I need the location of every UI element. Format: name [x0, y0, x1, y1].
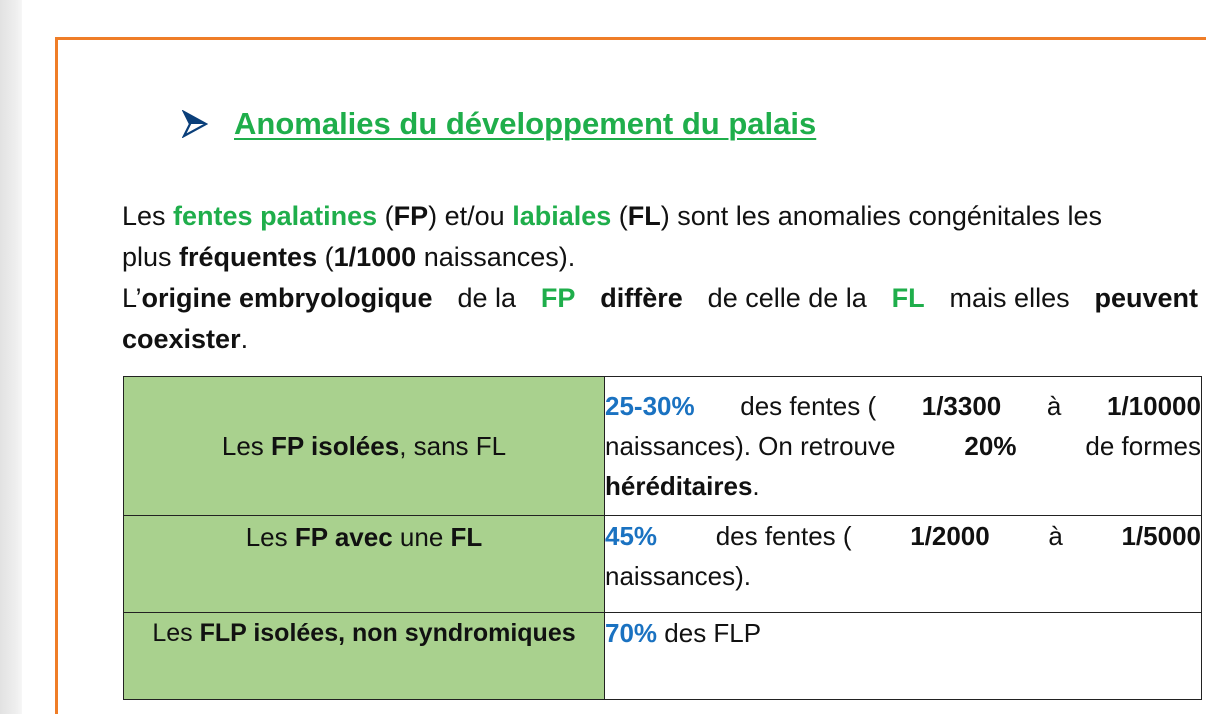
text-run: .: [240, 324, 249, 354]
text-run: L’: [122, 283, 142, 313]
value-line: [605, 466, 1201, 506]
text-run: plus: [122, 242, 180, 272]
ratio-value: 1/3300: [921, 391, 1002, 421]
term-peuvent: peuvent: [1094, 283, 1198, 313]
text-run: de la: [457, 283, 516, 313]
text-run: des FLP: [657, 618, 762, 648]
row-value-cell: [605, 377, 1202, 516]
text-run: Les: [245, 522, 295, 552]
heading-title: Anomalies du développement du palais: [234, 106, 817, 141]
text-run: .: [752, 471, 760, 501]
table-row: [124, 377, 1202, 516]
text-run: des fentes (: [715, 521, 852, 551]
value-line: naissances).: [605, 561, 751, 591]
text-run: (: [317, 242, 334, 272]
text-run: à: [1048, 521, 1063, 551]
term-coexister: coexister: [122, 324, 241, 354]
percent-value: 70%: [605, 618, 658, 648]
frame-left-border: [55, 37, 58, 714]
stat-frequency: 1/1000: [333, 242, 417, 272]
term: FP isolées: [271, 430, 400, 461]
text-run: de celle de la: [707, 283, 867, 313]
term-differe: diffère: [600, 283, 683, 313]
value-line: [605, 386, 1201, 426]
term: FL: [450, 522, 483, 552]
ratio-value: 1/5000: [1121, 521, 1201, 551]
text-run: (: [611, 201, 628, 231]
intro-paragraph-1: [122, 196, 1198, 278]
ratio-value: 1/2000: [910, 521, 990, 551]
row-label-cell: [124, 613, 605, 700]
ratio-value: 1/10000: [1106, 391, 1201, 421]
intro-line-3: [122, 278, 1198, 319]
page-left-gutter: [0, 0, 22, 714]
row-label-cell: [124, 377, 605, 516]
text-run: Les: [122, 201, 174, 231]
percent-value: 25-30%: [605, 391, 695, 421]
text-run: ) sont les anomalies congénitales les: [660, 201, 1102, 231]
text-run: naissances).: [416, 242, 576, 272]
text-run: , sans FL: [399, 430, 507, 461]
row-label-cell: [124, 516, 605, 613]
frame-top-border: [55, 37, 1206, 40]
arrow-bullet-icon: [182, 110, 208, 138]
term: FLP isolées, non syndromiques: [199, 619, 576, 647]
term-fentes-palatines: fentes palatines: [173, 201, 378, 231]
value-line: [605, 613, 1201, 653]
intro-line-1: [122, 196, 1198, 237]
term: FP avec: [294, 522, 393, 552]
table-row: [124, 516, 1202, 613]
intro-paragraph-2: [122, 278, 1198, 360]
text-run: Les: [221, 430, 272, 461]
text-run: de formes: [1085, 431, 1201, 461]
percent-value: 20%: [964, 431, 1017, 461]
term-origine: origine embryologique: [141, 283, 433, 313]
row-value-cell: [605, 516, 1202, 613]
text-run: (: [377, 201, 394, 231]
term-frequentes: fréquentes: [179, 242, 318, 272]
abbr-fp: FP: [540, 283, 576, 313]
text-run: des fentes (: [740, 391, 877, 421]
value-line: [605, 516, 1201, 556]
row-value-cell: [605, 613, 1202, 700]
text-run: ) et/ou: [428, 201, 513, 231]
text-chunk: [122, 278, 433, 319]
intro-line-4: [122, 319, 1198, 360]
section-heading: [182, 102, 816, 146]
text-run: mais elles: [949, 283, 1070, 313]
cleft-stats-table: [123, 376, 1202, 700]
abbr-fp: FP: [393, 201, 429, 231]
abbr-fl: FL: [891, 283, 925, 313]
percent-value: 45%: [605, 521, 658, 551]
text-run: Les: [152, 619, 200, 647]
term: héréditaires: [605, 471, 753, 501]
value-line: [605, 426, 1201, 466]
intro-line-2: [122, 237, 1198, 278]
text-run: naissances). On retrouve: [605, 431, 896, 461]
abbr-fl: FL: [627, 201, 661, 231]
term-labiales: labiales: [512, 201, 612, 231]
text-run: à: [1046, 391, 1062, 421]
table-row: [124, 613, 1202, 700]
text-run: une: [392, 522, 451, 552]
